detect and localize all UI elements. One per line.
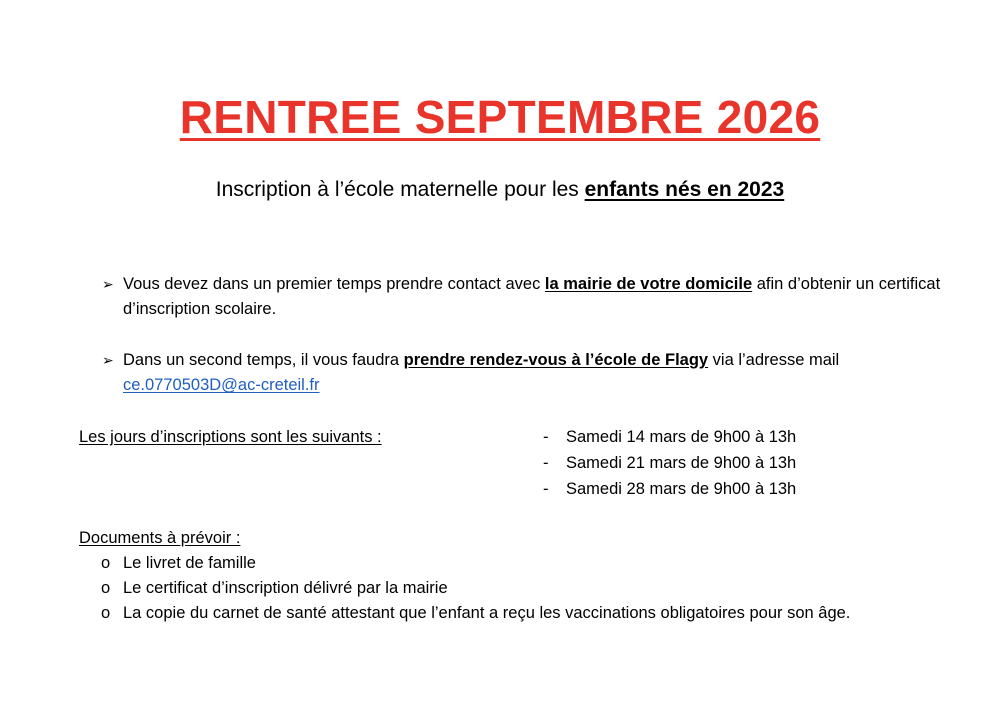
dash-bullet-icon: - xyxy=(543,454,549,472)
dash-bullet-icon: - xyxy=(543,480,549,498)
page-title: RENTREE SEPTEMBRE 2026 xyxy=(179,91,821,143)
document-item-text: Le livret de famille xyxy=(123,554,256,572)
arrow-bullet-icon: ➢ xyxy=(102,276,114,292)
circle-bullet-icon: o xyxy=(101,579,111,597)
documents-label: Documents à prévoir : xyxy=(79,529,241,547)
step-2-emphasis: prendre rendez-vous à l’école de Flagy xyxy=(403,351,709,369)
page-subtitle xyxy=(0,178,1000,202)
subtitle-prefix: Inscription à l’école maternelle pour les xyxy=(215,178,585,201)
dash-bullet-icon: - xyxy=(543,428,549,446)
registration-day-text: Samedi 14 mars de 9h00 à 13h xyxy=(566,428,797,446)
step-2 xyxy=(102,348,942,398)
registration-day-text: Samedi 28 mars de 9h00 à 13h xyxy=(566,480,797,498)
document-item-text: La copie du carnet de santé attestant que l’enfant a reçu les vaccinations obligatoires pour son âge. xyxy=(123,604,851,622)
step-1-intro: Vous devez dans un premier temps prendre contact avec xyxy=(123,275,545,293)
circle-bullet-icon: o xyxy=(101,604,111,622)
subtitle-emphasis: enfants nés en 2023 xyxy=(584,178,785,201)
step-2-outro: via l’adresse mail xyxy=(708,351,840,369)
arrow-bullet-icon: ➢ xyxy=(102,352,114,368)
document-item-text: Le certificat d’inscription délivré par la mairie xyxy=(123,579,448,597)
circle-bullet-icon: o xyxy=(101,554,111,572)
step-1-text xyxy=(123,272,942,322)
step-1-emphasis: la mairie de votre domicile xyxy=(544,275,753,293)
step-2-text xyxy=(123,348,942,398)
step-1-outro: afin d’obtenir un certificat d’inscription scolaire. xyxy=(123,275,941,318)
step-1 xyxy=(102,272,942,322)
school-email-link[interactable]: ce.0770503D@ac-creteil.fr xyxy=(123,376,320,394)
registration-days-label: Les jours d’inscriptions sont les suivants : xyxy=(79,428,382,446)
step-2-intro: Dans un second temps, il vous faudra xyxy=(123,351,404,369)
registration-day-text: Samedi 21 mars de 9h00 à 13h xyxy=(566,454,797,472)
